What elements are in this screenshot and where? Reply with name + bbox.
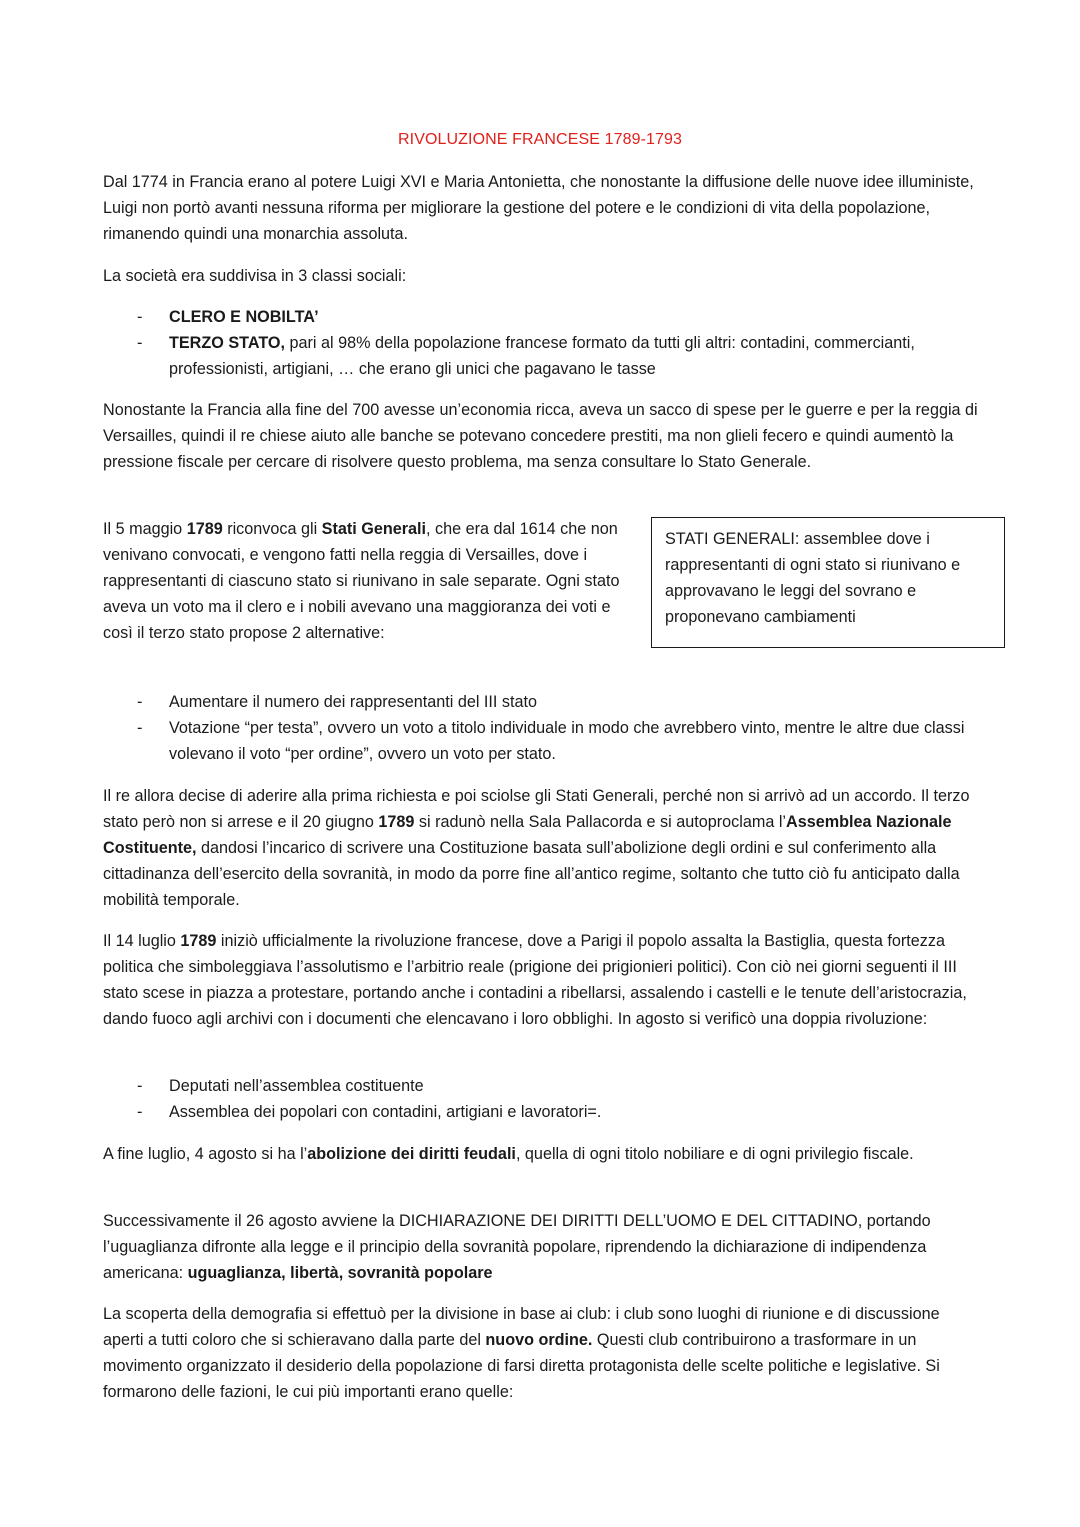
list-item-text: Deputati nell’assemblea costituente — [169, 1077, 424, 1095]
bullet-dash: - — [137, 1103, 143, 1121]
list-item-bold: TERZO STATO, — [169, 334, 286, 352]
paragraph-club: La scoperta della demografia si effettuò per la divisione in base ai club: i club sono luoghi di riunione e di discussione aperti a tutti coloro che si schieravano dalla parte del nuovo ordine. Questi club contribuirono a trasformare in un movimento organizzato il desiderio della popolazione di farsi diretta protagonista delle scelte politiche e legislative. Si formarono delle fazioni, le cui più importanti erano quelle: — [103, 1305, 940, 1401]
paragraph-classes-intro: La società era suddivisa in 3 classi sociali: — [103, 267, 407, 285]
list-item-text: pari al 98% della popolazione francese formato da tutti gli altri: contadini, commercianti, professionisti, artigiani, … che erano gli unici che pagavano le tasse — [169, 334, 915, 378]
list-item — [103, 715, 983, 767]
list-item — [103, 689, 983, 715]
list-item-text: Assemblea dei popolari con contadini, artigiani e lavoratori=. — [169, 1103, 602, 1121]
bullet-dash: - — [137, 334, 143, 352]
list-item — [103, 330, 983, 382]
list-item — [103, 304, 983, 330]
list-item — [103, 1073, 983, 1099]
list-item — [103, 1099, 983, 1125]
definition-box — [651, 517, 1005, 648]
paragraph-stati-generali: Il 5 maggio 1789 riconvoca gli Stati Generali, che era dal 1614 che non venivano convocati, e vengono fatti nella reggia di Versailles, dove i rappresentanti di ciascuno stato si riunivano in sale separate. Ogni stato aveva un voto ma il clero e i nobili avevano una maggioranza dei voti e così il terzo stato propose 2 alternative: — [103, 520, 620, 642]
paragraph-intro: Dal 1774 in Francia erano al potere Luigi XVI e Maria Antonietta, che nonostante la diffusione delle nuove idee illuministe, Luigi non portò avanti nessuna riforma per migliorare la gestione del potere e le condizioni di vita della popolazione, rimanendo quindi una monarchia assoluta. — [103, 173, 974, 243]
document-title: RIVOLUZIONE FRANCESE 1789-1793 — [398, 131, 682, 148]
paragraph-bastiglia: Il 14 luglio 1789 iniziò ufficialmente la rivoluzione francese, dove a Parigi il popolo assalta la Bastiglia, questa fortezza politica che simboleggiava l’assolutismo e l’arbitrio reale (prigione dei prigionieri politici). Con ciò nei giorni seguenti il III stato scese in piazza a protestare, portando anche i contadini a ribellarsi, assalendo i castelli e le tenute dell’aristocrazia, dando fuoco agli archivi con i documenti che elencavano i loro obblighi. In agosto si verificò una doppia rivoluzione: — [103, 932, 967, 1028]
paragraph-dichiarazione: Successivamente il 26 agosto avviene la DICHIARAZIONE DEI DIRITTI DELL’UOMO E DEL CITTADINO, portando l’uguaglianza difronte alla legge e il principio della sovranità popolare, riprendendo la dichiarazione di indipendenza americana: uguaglianza, libertà, sovranità popolare — [103, 1212, 931, 1282]
bullet-dash: - — [137, 693, 143, 711]
bullet-dash: - — [137, 719, 143, 737]
paragraph-assemblea: Il re allora decise di aderire alla prima richiesta e poi sciolse gli Stati Generali, perché non si arrivò ad un accordo. Il terzo stato però non si arrese e il 20 giugno 1789 si radunò nella Sala Pallacorda e si autoproclama l’Assemblea Nazionale Costituente, dandosi l’incarico di scrivere una Costituzione basata sull’abolizione degli ordini e sul conferimento alla cittadinanza dell’esercito della sovranità, in modo da porre fine all’antico regime, soltanto che tutto ciò fu anticipato dalla mobilità temporale. — [103, 787, 970, 909]
definition-text: STATI GENERALI: assemblee dove i rappresentanti di ogni stato si riunivano e approvavano le leggi del sovrano e proponevano cambiamenti — [665, 530, 961, 626]
bullet-dash: - — [137, 308, 143, 326]
paragraph-finances: Nonostante la Francia alla fine del 700 avesse un’economia ricca, aveva un sacco di spese per le guerre e per la reggia di Versailles, quindi il re chiese aiuto alle banche se potevano concedere prestiti, ma non glieli fecero e quindi aumentò la pressione fiscale per cercare di risolvere questo problema, ma senza consultare lo Stato Generale. — [103, 401, 978, 471]
list-item-text: Votazione “per testa”, ovvero un voto a titolo individuale in modo che avrebbero vinto, mentre le altre due classi volevano il voto “per ordine”, ovvero un voto per stato. — [169, 719, 965, 763]
paragraph-feudali: A fine luglio, 4 agosto si ha l’abolizione dei diritti feudali, quella di ogni titolo nobiliare e di ogni privilegio fiscale. — [103, 1145, 914, 1163]
bullet-dash: - — [137, 1077, 143, 1095]
list-item-text: Aumentare il numero dei rappresentanti del III stato — [169, 693, 538, 711]
list-item-bold: CLERO E NOBILTA’ — [169, 308, 319, 326]
